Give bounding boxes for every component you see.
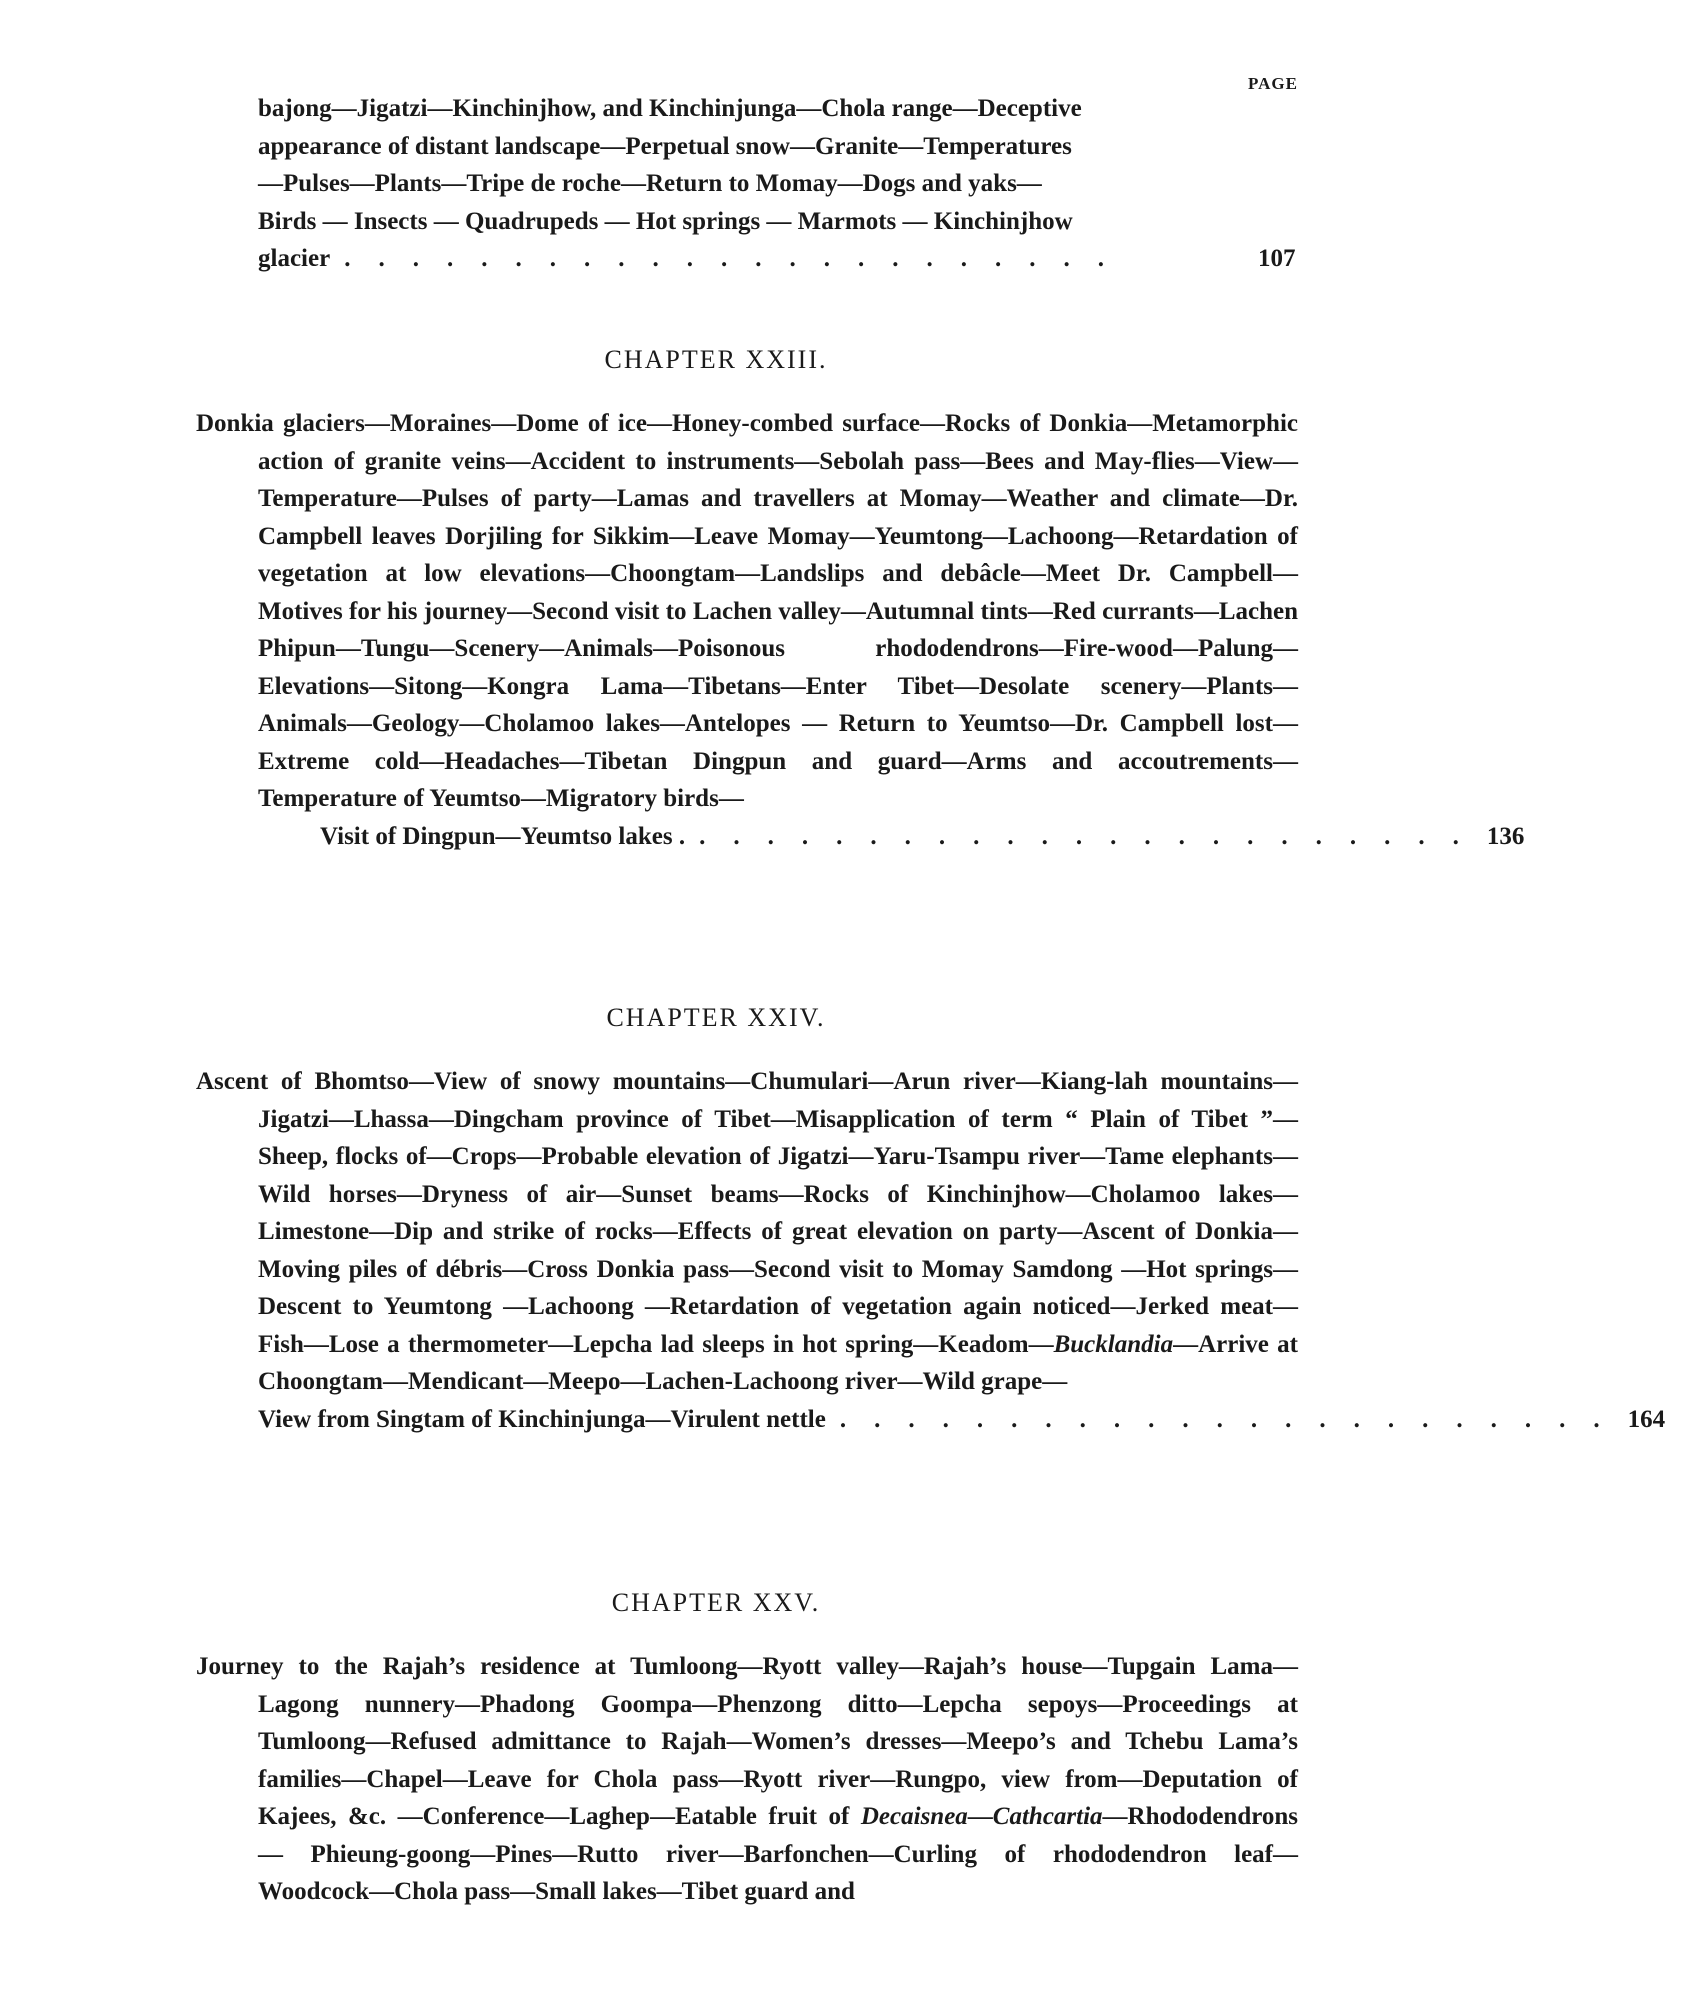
chapter-last-line: [258, 818, 1525, 856]
chapter-xxv: [196, 1588, 1316, 1911]
chapter-xxiii: [196, 345, 1525, 855]
chapter-xxii-continuation: [258, 90, 1318, 278]
page-number: 136: [1486, 822, 1525, 850]
dash: —: [967, 1803, 993, 1830]
summary-text-b: —Rhododendrons — Phieung-goong—Pines—Rutto river—Barfonchen—Curling of rhododendron leaf—Woodcock—Chola pass—Small lakes—Tibet guard and: [258, 1803, 1298, 1905]
chapter-xxiv: [196, 1003, 1666, 1438]
summary-text-a: Ascent of Bhomtso—View of snowy mountains—Chumulari—Arun river—Kiang-lah mountains—Jigatzi—Lhassa—Dingcham province of Tibet—Misapplication of term “ Plain of Tibet ”—Sheep, flocks of—Crops—Probable elevation of Jigatzi—Yaru-Tsampu river—Tame elephants—Wild horses—Dryness of air—Sunset beams—Rocks of Kinchinjhow—Cholamoo lakes—Limestone—Dip and strike of rocks—Effects of great elevation on party—Ascent of Donkia—Moving piles of débris—Cross Donkia pass—Second visit to Momay Samdong —Hot springs—Descent to Yeumtong —Lachoong —Retardation of vegetation again noticed—Jerked meat—Fish—Lose a thermometer—Lepcha lad sleeps in hot spring—Keadom—: [196, 1068, 1298, 1358]
page-column-header: PAGE: [1248, 74, 1298, 93]
intro-last-text: glacier: [258, 245, 331, 272]
dot-leader: .......................: [839, 1405, 1628, 1433]
chapter-summary: [196, 1063, 1298, 1401]
chapter-summary: Donkia glaciers—Moraines—Dome of ice—Honey-combed surface—Rocks of Donkia—Metamorphic action of granite veins—Accident to instruments—Sebolah pass—Bees and May-flies—View—Temperature—Pulses of party—Lamas and travellers at Momay—Weather and climate—Dr. Campbell leaves Dorjiling for Sikkim—Leave Momay—Yeumtong—Lachoong—Retardation of vegetation at low elevations—Choongtam—Landslips and debâcle—Meet Dr. Campbell—Motives for his journey—Second visit to Lachen valley—Autumnal tints—Red currants—Lachen Phipun—Tungu—Scenery—Animals—Poisonous rhododendrons—Fire-wood—Palung—Elevations—Sitong—Kongra Lama—Tibetans—Enter Tibet—Desolate scenery—Plants—Animals—Geology—Cholamoo lakes—Antelopes — Return to Yeumtso—Dr. Campbell lost—Extreme cold—Headaches—Tibetan Dingpun and guard—Arms and accoutrements—Temperature of Yeumtso—Migratory birds—: [196, 410, 1298, 812]
intro-last-line: [258, 240, 1318, 278]
chapter-summary: [196, 1648, 1298, 1911]
intro-line-1: bajong—Jigatzi—Kinchinjhow, and Kinchinjunga—Chola range—Deceptive: [258, 95, 1082, 122]
chapter-heading: CHAPTER XXV.: [611, 1588, 821, 1617]
chapter-last-text: View from Singtam of Kinchinjunga—Virulent nettle: [258, 1405, 826, 1433]
dot-leader: .......................: [344, 245, 1132, 272]
page-number: 107: [1258, 245, 1296, 272]
intro-line-3: —Pulses—Plants—Tripe de roche—Return to Momay—Dogs and yaks—: [258, 170, 1042, 197]
intro-line-4: Birds — Insects — Quadrupeds — Hot springs — Marmots — Kinchinjhow: [258, 207, 1073, 235]
summary-text-b: —Arrive at Choongtam—Mendicant—Meepo—Lachen-Lachoong river—Wild grape—: [258, 1330, 1298, 1395]
chapter-heading: CHAPTER XXIV.: [606, 1003, 826, 1032]
dot-leader: .......................: [699, 822, 1487, 850]
intro-line-2: appearance of distant landscape—Perpetual snow—Granite—Temperatures: [258, 132, 1072, 160]
chapter-last-line: [258, 1401, 1666, 1439]
chapter-last-text: Visit of Dingpun—Yeumtso lakes .: [320, 822, 686, 850]
page-number: 164: [1627, 1405, 1666, 1433]
italic-term: Bucklandia: [1053, 1330, 1174, 1358]
summary-text-a: Journey to the Rajah’s residence at Tumloong—Ryott valley—Rajah’s house—Tupgain Lama—Lagong nunnery—Phadong Goompa—Phenzong ditto—Lepcha sepoys—Proceedings at Tumloong—Refused admittance to Rajah—Women’s dresses—Meepo’s and Tchebu Lama’s families—Chapel—Leave for Chola pass—Ryott river—Rungpo, view from—Deputation of Kajees, &c. —Conference—Laghep—Eatable fruit of: [196, 1653, 1298, 1830]
chapter-heading: CHAPTER XXIII.: [604, 345, 828, 374]
italic-term: Decaisnea: [860, 1803, 968, 1830]
italic-term: Cathcartia: [992, 1803, 1103, 1830]
